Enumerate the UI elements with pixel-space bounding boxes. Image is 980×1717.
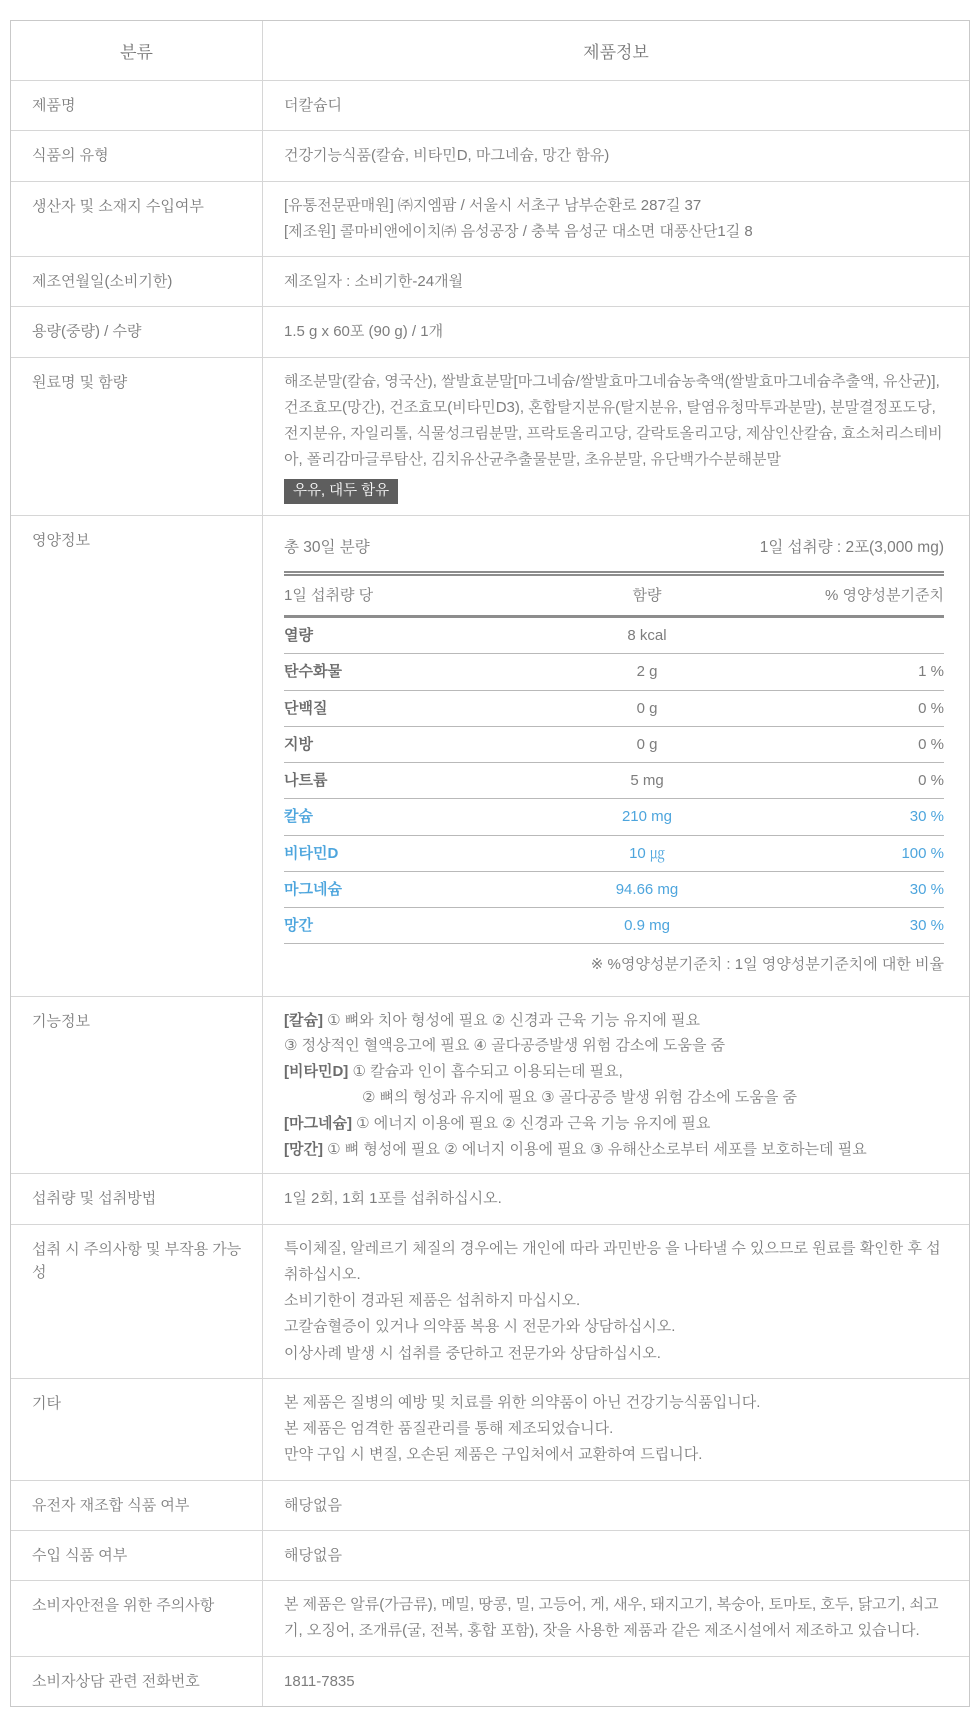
nutrition-facts-panel: [284, 529, 944, 983]
function-line-calcium-cont: ③ 정상적인 혈액응고에 필요 ④ 골다공증발생 위험 감소에 도움을 줌: [284, 1037, 726, 1055]
producer-manufacturer-line: [제조원] 콜마비앤에이치㈜ 음성공장 / 충북 음성군 대소면 대풍산단1길 8: [284, 222, 753, 240]
nutrition-row-protein: 단백질 0 g 0 %: [284, 691, 944, 727]
row-product-name: [11, 80, 969, 130]
value-product-name: 더칼슘디: [284, 97, 342, 114]
value-etc: [263, 1379, 969, 1480]
label-intake-method: 섭취량 및 섭취방법: [11, 1174, 263, 1223]
label-food-type: 식품의 유형: [11, 131, 263, 180]
function-line-calcium: [칼슘] ① 뼈와 치아 형성에 필요 ② 신경과 근육 기능 유지에 필요: [284, 1011, 701, 1029]
function-line-manganese: [망간] ① 뼈 형성에 필요 ② 에너지 이용에 필요 ③ 유해산소로부터 세포를 보호하는데 필요: [284, 1140, 867, 1158]
allergen-badge: 우유, 대두 함유: [284, 479, 398, 504]
nutrition-note: ※ %영양성분기준치 : 1일 영양성분기준치에 대한 비율: [590, 956, 944, 974]
nutrition-total-servings: 총 30일 분량: [284, 538, 370, 556]
nutrition-row-fat: 지방 0 g 0 %: [284, 727, 944, 763]
label-producer: 생산자 및 소재지 수입여부: [11, 182, 263, 257]
nutrition-row-carbs: 탄수화물 2 g 1 %: [284, 654, 944, 690]
nutrition-row-magnesium: 마그네슘 94.66 mg 30 %: [284, 872, 944, 908]
etc-line-1: 본 제품은 질병의 예방 및 치료를 위한 의약품이 아닌 건강기능식품입니다.: [284, 1393, 761, 1411]
value-volume: 1.5 g x 60포 (90 g) / 1개: [284, 323, 444, 341]
caution-line-3: 고칼슘혈증이 있거나 의약품 복용 시 전문가와 상담하십시오.: [284, 1318, 676, 1336]
caution-line-2: 소비기한이 경과된 제품은 섭취하지 마십시오.: [284, 1292, 581, 1310]
label-etc: 기타: [11, 1379, 263, 1480]
row-imported: [11, 1530, 969, 1580]
ingredients-text: 해조분말(칼슘, 영국산), 쌀발효분말[마그네슘/쌀발효마그네슘농축액(쌀발효마그네슘추출액, 유산균)], 건조효모(망간), 건조효모(비타민D3), 혼합탈지분유(탈지분유, 탈염유청막투과분말), 분말결정포도당, 전지분유, 자일리톨, 식물성크림분말, 프락토올리고당, 갈락토올리고당, 제삼인산칼슘, 효소처리스테비아, 폴리감마글루탐산, 김치유산균추출물분말, 초유분말, 유단백가수분해분말: [284, 372, 943, 469]
nutrition-daily-intake: 1일 섭취량 : 2포(3,000 mg): [759, 538, 944, 556]
label-volume: 용량(중량) / 수량: [11, 307, 263, 356]
row-volume: [11, 306, 969, 356]
value-caution: [263, 1225, 969, 1378]
label-nutrition: 영양정보: [11, 516, 263, 996]
row-gmo: [11, 1480, 969, 1530]
row-caution: [11, 1224, 969, 1378]
value-consumer-phone: 1811-7835: [284, 1672, 355, 1690]
table-header: [11, 21, 969, 80]
row-producer: [11, 181, 969, 257]
value-intake-method: 1일 2회, 1회 1포를 섭취하십시오.: [284, 1190, 502, 1208]
row-etc: [11, 1378, 969, 1480]
nutrition-row-manganese: 망간 0.9 mg 30 %: [284, 908, 944, 944]
row-function-info: [11, 996, 969, 1174]
nutrition-row-sodium: 나트륨 5 mg 0 %: [284, 763, 944, 799]
value-consumer-safety: 본 제품은 알류(가금류), 메밀, 땅콩, 밀, 고등어, 게, 새우, 돼지고기, 복숭아, 토마토, 호두, 닭고기, 쇠고기, 오징어, 조개류(굴, 전복, 홍합 포함), 잣을 사용한 제품과 같은 제조시설에서 제조하고 있습니다.: [284, 1596, 939, 1640]
value-mfg-date: 제조일자 : 소비기한-24개월: [284, 273, 464, 290]
etc-line-2: 본 제품은 엄격한 품질관리를 통해 제조되었습니다.: [284, 1420, 614, 1438]
row-consumer-safety: [11, 1580, 969, 1656]
row-intake-method: [11, 1173, 969, 1223]
value-function-info: [263, 997, 969, 1174]
label-product-name: 제품명: [11, 81, 263, 130]
label-caution: 섭취 시 주의사항 및 부작용 가능성: [11, 1225, 263, 1378]
label-consumer-phone: 소비자상담 관련 전화번호: [11, 1657, 263, 1706]
label-imported: 수입 식품 여부: [11, 1531, 263, 1580]
nutrition-col-pct: % 영양성분기준치: [825, 586, 944, 604]
product-info-table: [10, 20, 970, 1707]
nutrition-top-row: [284, 531, 944, 571]
producer-distributor-line: [유통전문판매원] ㈜지엠팜 / 서울시 서초구 남부순환로 287길 37: [284, 196, 702, 214]
value-producer: [263, 182, 969, 257]
row-food-type: [11, 130, 969, 180]
nutrition-column-headers: [284, 571, 944, 618]
nutrition-col-per-serving: 1일 섭취량 당: [284, 586, 374, 604]
nutrition-col-amount: 함량: [632, 586, 662, 604]
label-gmo: 유전자 재조합 식품 여부: [11, 1481, 263, 1530]
label-ingredients: 원료명 및 함량: [11, 358, 263, 515]
function-line-vitamin-d: [비타민D] ① 칼슘과 인이 흡수되고 이용되는데 필요,: [284, 1063, 623, 1081]
row-ingredients: [11, 357, 969, 515]
header-category: 분류: [11, 21, 263, 80]
value-gmo: 해당없음: [284, 1496, 342, 1514]
nutrition-row-calories: 열량 8 kcal: [284, 618, 944, 654]
row-nutrition: [11, 515, 969, 996]
label-function-info: 기능정보: [11, 997, 263, 1174]
row-mfg-date: [11, 256, 969, 306]
value-food-type: 건강기능식품(칼슘, 비타민D, 마그네슘, 망간 함유): [284, 147, 610, 165]
function-line-vitamin-d-cont: ② 뼈의 형성과 유지에 필요 ③ 골다공증 발생 위험 감소에 도움을 줌: [362, 1088, 797, 1106]
row-consumer-phone: [11, 1656, 969, 1706]
value-nutrition: [263, 516, 969, 996]
value-imported: 해당없음: [284, 1546, 342, 1564]
caution-line-1: 특이체질, 알레르기 체질의 경우에는 개인에 따라 과민반응 을 나타낼 수 있으므로 원료를 확인한 후 섭취하십시오.: [284, 1239, 941, 1283]
header-product-info: 제품정보: [583, 43, 649, 62]
label-mfg-date: 제조연월일(소비기한): [11, 257, 263, 306]
caution-line-4: 이상사례 발생 시 섭취를 중단하고 전문가와 상담하십시오.: [284, 1344, 661, 1362]
function-line-magnesium: [마그네슘] ① 에너지 이용에 필요 ② 신경과 근육 기능 유지에 필요: [284, 1114, 711, 1132]
nutrition-row-vitamin-d: 비타민D 10 ㎍ 100 %: [284, 836, 944, 872]
value-ingredients: [263, 358, 969, 515]
nutrition-row-calcium: 칼슘 210 mg 30 %: [284, 799, 944, 835]
label-consumer-safety: 소비자안전을 위한 주의사항: [11, 1581, 263, 1656]
etc-line-3: 만약 구입 시 변질, 오손된 제품은 구입처에서 교환하여 드립니다.: [284, 1446, 703, 1464]
